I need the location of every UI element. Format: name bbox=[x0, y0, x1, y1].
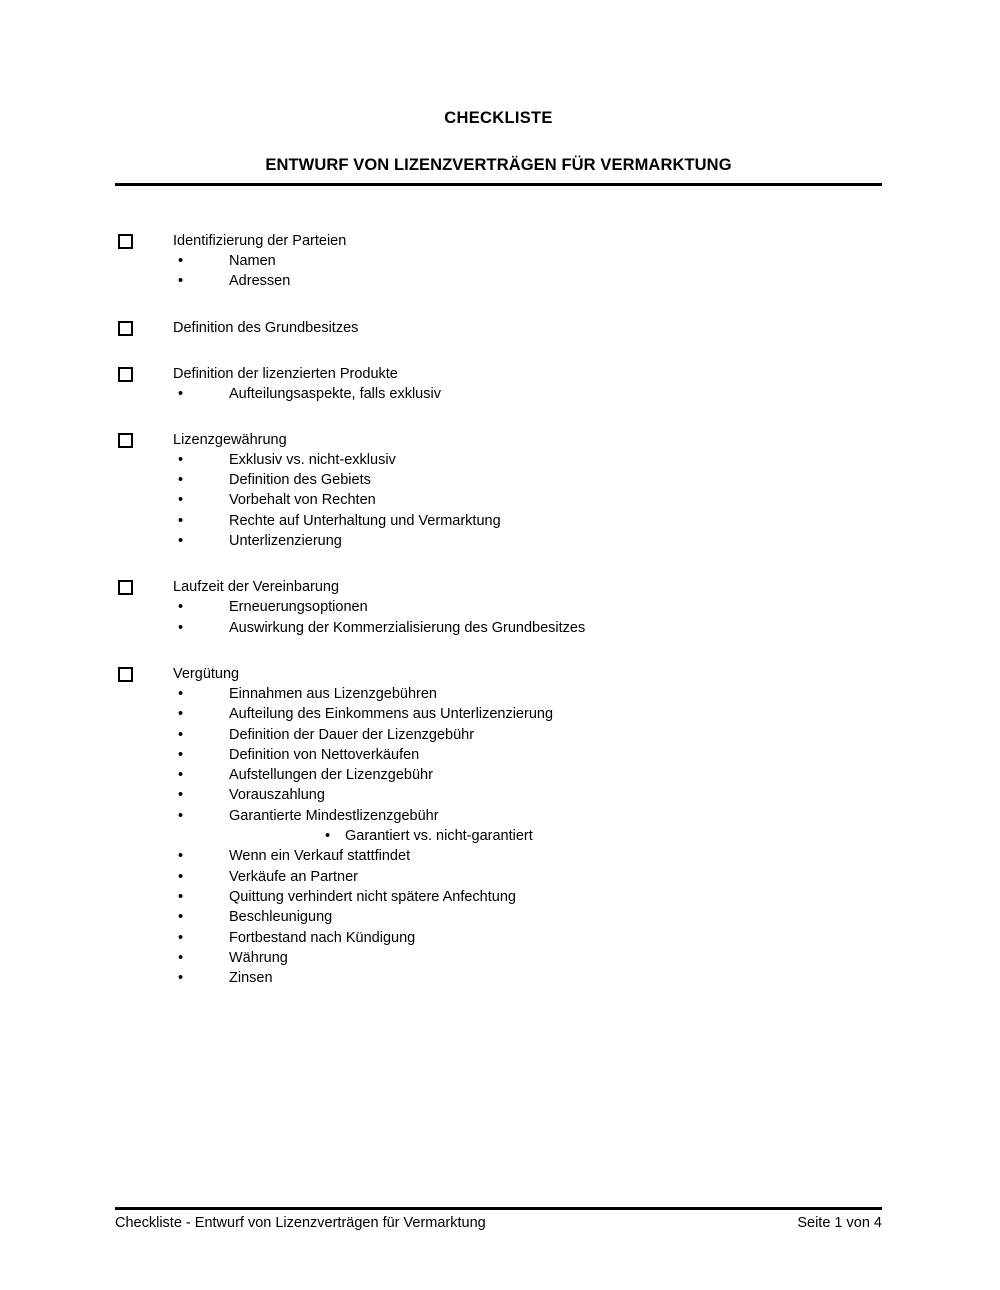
checklist-sub-item bbox=[0, 887, 1000, 907]
checklist-sub-item-label: Einnahmen aus Lizenzgebühren bbox=[229, 685, 437, 702]
checklist-sub-item-label: Definition der Dauer der Lizenzgebühr bbox=[229, 726, 475, 743]
footer-page-number: Seite 1 von 4 bbox=[797, 1215, 882, 1231]
checklist-group bbox=[0, 577, 1000, 638]
checklist-sub-item-label: Definition von Nettoverkäufen bbox=[229, 746, 420, 763]
checklist-item[interactable] bbox=[0, 577, 1000, 597]
checklist-item-label: Definition der lizenzierten Produkte bbox=[173, 365, 398, 382]
bullet-icon: • bbox=[178, 706, 184, 723]
checklist-item-label: Laufzeit der Vereinbarung bbox=[173, 579, 340, 596]
bullet-icon: • bbox=[178, 746, 184, 763]
bullet-icon: • bbox=[178, 685, 184, 702]
checklist-sub-sub-list bbox=[0, 826, 1000, 846]
bullet-icon: • bbox=[178, 787, 184, 804]
checklist-sub-item-label: Rechte auf Unterhaltung und Vermarktung bbox=[229, 512, 501, 529]
checklist-item-label: Definition des Grundbesitzes bbox=[173, 319, 359, 336]
checklist-sub-item bbox=[0, 597, 1000, 617]
checklist-sub-item-label: Beschleunigung bbox=[229, 909, 333, 926]
checklist-sub-item bbox=[0, 968, 1000, 988]
checklist-sub-item bbox=[0, 948, 1000, 968]
checklist-sub-item bbox=[0, 531, 1000, 551]
footer-divider bbox=[115, 1207, 882, 1210]
bullet-icon: • bbox=[178, 848, 184, 865]
checklist-sub-item bbox=[0, 867, 1000, 887]
checklist-sub-item bbox=[0, 928, 1000, 948]
bullet-icon: • bbox=[178, 767, 184, 784]
checklist-sub-item bbox=[0, 511, 1000, 531]
checklist-sub-item-label: Aufteilung des Einkommens aus Unterlizenzierung bbox=[229, 706, 554, 723]
checklist-sub-item bbox=[0, 725, 1000, 745]
checklist-item-label: Vergütung bbox=[173, 665, 240, 682]
checklist-sub-item bbox=[0, 765, 1000, 785]
checklist-sub-sub-item-label: Garantiert vs. nicht-garantiert bbox=[345, 828, 533, 845]
checklist-group bbox=[0, 318, 1000, 338]
checklist-sub-item-label: Aufstellungen der Lizenzgebühr bbox=[229, 767, 433, 784]
bullet-icon: • bbox=[178, 273, 184, 290]
checklist-sub-item-label: Vorauszahlung bbox=[229, 787, 325, 804]
bullet-icon: • bbox=[178, 909, 184, 926]
checklist-sub-item bbox=[0, 806, 1000, 826]
checklist-sub-item-label: Garantierte Mindestlizenzgebühr bbox=[229, 807, 439, 824]
bullet-icon: • bbox=[178, 512, 184, 529]
checkbox-icon[interactable] bbox=[118, 367, 133, 382]
checklist-sub-item bbox=[0, 684, 1000, 704]
document-header bbox=[115, 108, 882, 177]
checklist-item[interactable] bbox=[0, 430, 1000, 450]
checklist-sub-item bbox=[0, 470, 1000, 490]
checkbox-icon[interactable] bbox=[118, 321, 133, 336]
checklist-group bbox=[0, 231, 1000, 292]
checklist-item[interactable] bbox=[0, 318, 1000, 338]
checklist-sub-sub-item bbox=[0, 826, 1000, 846]
checklist-sub-item bbox=[0, 745, 1000, 765]
bullet-icon: • bbox=[178, 949, 184, 966]
page-title: CHECKLISTE bbox=[444, 109, 553, 127]
checklist-sub-item-label: Fortbestand nach Kündigung bbox=[229, 929, 416, 946]
checklist-item[interactable] bbox=[0, 364, 1000, 384]
checklist-sub-item bbox=[0, 490, 1000, 510]
checklist-sub-item-label: Quittung verhindert nicht spätere Anfechtung bbox=[229, 888, 516, 905]
checklist-item[interactable] bbox=[0, 231, 1000, 251]
checklist-group bbox=[0, 364, 1000, 404]
checklist-sub-item-label: Adressen bbox=[229, 273, 291, 290]
checklist-group bbox=[0, 430, 1000, 551]
bullet-icon: • bbox=[178, 726, 184, 743]
bullet-icon: • bbox=[178, 807, 184, 824]
checklist-sub-item bbox=[0, 618, 1000, 638]
bullet-icon: • bbox=[178, 472, 184, 489]
bullet-icon: • bbox=[178, 253, 184, 269]
bullet-icon: • bbox=[178, 619, 184, 636]
checklist-sub-item-label: Exklusiv vs. nicht-exklusiv bbox=[229, 451, 396, 468]
footer-document-name: Checkliste - Entwurf von Lizenzverträgen für Vermarktung bbox=[115, 1215, 486, 1231]
checklist-sub-item-label: Namen bbox=[229, 253, 276, 269]
checkbox-icon[interactable] bbox=[118, 580, 133, 595]
checklist-sub-item-label: Wenn ein Verkauf stattfindet bbox=[229, 848, 411, 865]
checklist-sub-list bbox=[0, 450, 1000, 551]
bullet-icon: • bbox=[325, 828, 331, 845]
checklist-sub-item bbox=[0, 785, 1000, 805]
checkbox-icon[interactable] bbox=[118, 433, 133, 448]
checklist-sub-list bbox=[0, 597, 1000, 638]
document-footer bbox=[115, 1213, 882, 1233]
page-subtitle: ENTWURF VON LIZENZVERTRÄGEN FÜR VERMARKTUNG bbox=[265, 156, 732, 175]
checklist-sub-item bbox=[0, 846, 1000, 866]
checklist-sub-item bbox=[0, 907, 1000, 927]
checklist-sub-item bbox=[0, 251, 1000, 271]
header-divider bbox=[115, 183, 882, 186]
bullet-icon: • bbox=[178, 599, 184, 616]
checklist-sub-item-label: Definition des Gebiets bbox=[229, 472, 371, 489]
bullet-icon: • bbox=[178, 970, 184, 987]
checklist-item-label: Identifizierung der Parteien bbox=[173, 233, 347, 249]
checklist-sub-item-label: Zinsen bbox=[229, 970, 273, 987]
checkbox-icon[interactable] bbox=[118, 234, 133, 249]
checklist bbox=[0, 231, 1000, 1014]
bullet-icon: • bbox=[178, 492, 184, 509]
checklist-sub-item-label: Währung bbox=[229, 949, 288, 966]
checklist-sub-item-label: Auswirkung der Kommerzialisierung des Grundbesitzes bbox=[229, 619, 586, 636]
checkbox-icon[interactable] bbox=[118, 667, 133, 682]
checklist-sub-item-label: Verkäufe an Partner bbox=[229, 868, 358, 885]
bullet-icon: • bbox=[178, 929, 184, 946]
checklist-sub-list bbox=[0, 684, 1000, 988]
checklist-sub-item-label: Vorbehalt von Rechten bbox=[229, 492, 376, 509]
bullet-icon: • bbox=[178, 533, 184, 550]
bullet-icon: • bbox=[178, 888, 184, 905]
checklist-sub-list bbox=[0, 251, 1000, 292]
bullet-icon: • bbox=[178, 385, 184, 402]
checklist-sub-item-label: Erneuerungsoptionen bbox=[229, 599, 368, 616]
checklist-group bbox=[0, 664, 1000, 988]
checklist-sub-item bbox=[0, 704, 1000, 724]
checklist-sub-item bbox=[0, 450, 1000, 470]
bullet-icon: • bbox=[178, 451, 184, 468]
checklist-sub-item-label: Unterlizenzierung bbox=[229, 533, 342, 550]
checklist-sub-item bbox=[0, 271, 1000, 291]
checklist-sub-list bbox=[0, 384, 1000, 404]
checklist-sub-item-label: Aufteilungsaspekte, falls exklusiv bbox=[229, 385, 441, 402]
checklist-item-label: Lizenzgewährung bbox=[173, 431, 287, 448]
checklist-sub-item bbox=[0, 384, 1000, 404]
checklist-item[interactable] bbox=[0, 664, 1000, 684]
bullet-icon: • bbox=[178, 868, 184, 885]
